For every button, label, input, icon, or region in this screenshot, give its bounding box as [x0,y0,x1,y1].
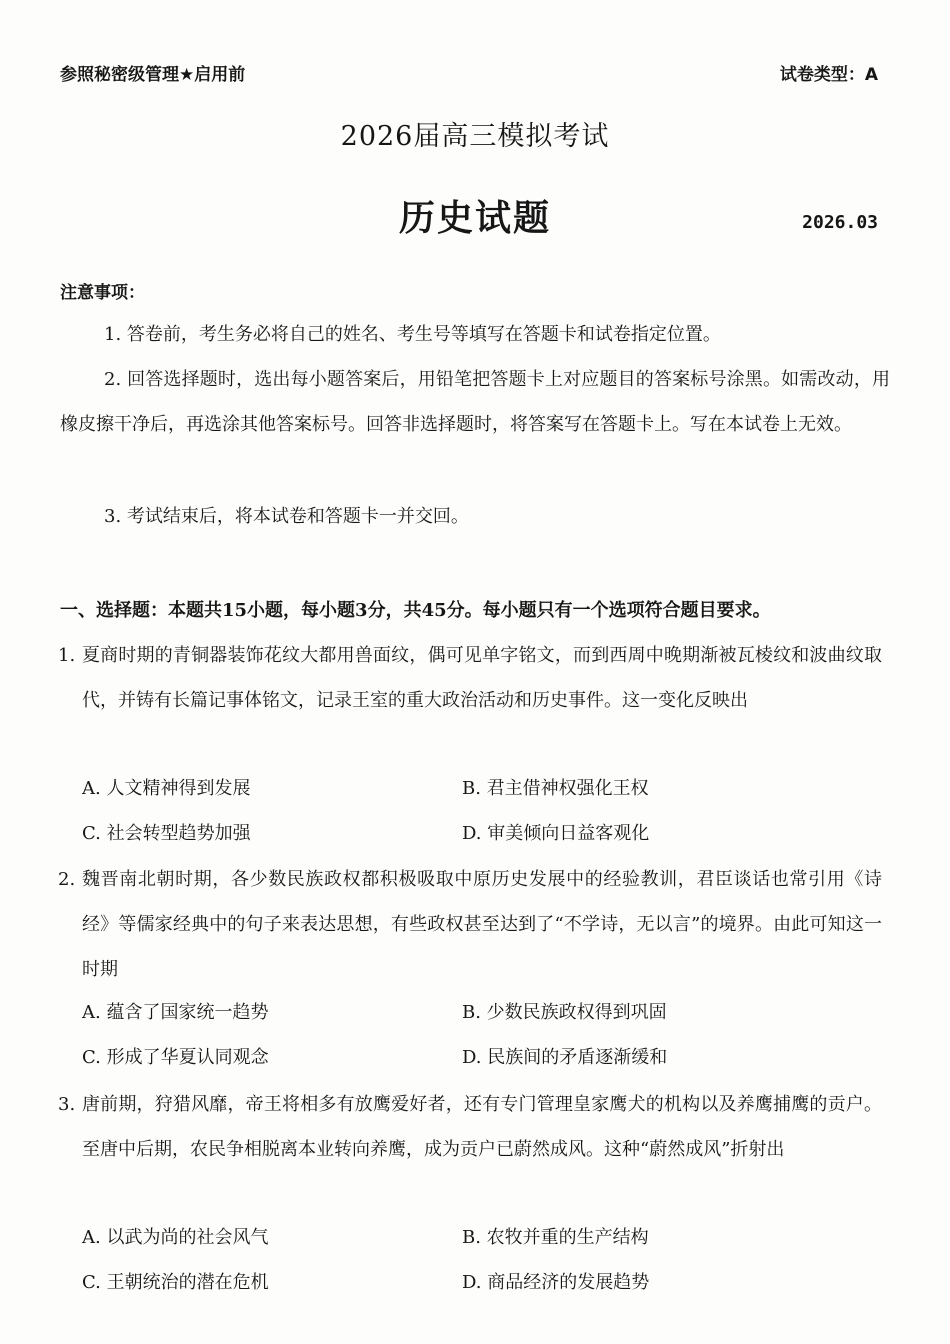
option-c[interactable]: C. 形成了华夏认同观念 [82,1047,269,1068]
secrecy-label: 参照秘密级管理★启用前 [60,65,246,85]
question-number: 3. [58,1094,76,1115]
question-2 [58,857,882,992]
section-heading: 一、选择题：本题共15小题，每小题3分，共45分。每小题只有一个选项符合题目要求。 [60,600,771,621]
notice-item: 2. 回答选择题时，选出每小题答案后，用铅笔把答题卡上对应题目的答案标号涂黑。如需改动，用橡皮擦干净后，再选涂其他答案标号。回答非选择题时，将答案写在答题卡上。写在本试卷上无效。 [60,369,890,435]
question-1 [58,633,882,723]
option-d[interactable]: D. 审美倾向日益客观化 [462,823,650,844]
exam-date: 2026.03 [802,212,878,233]
question-number: 1. [58,645,76,666]
option-d[interactable]: D. 商品经济的发展趋势 [462,1272,650,1293]
option-b[interactable]: B. 君主借神权强化王权 [462,778,649,799]
option-c[interactable]: C. 王朝统治的潜在危机 [82,1272,269,1293]
question-number: 2. [58,869,76,890]
question-text: 唐前期，狩猎风靡，帝王将相多有放鹰爱好者，还有专门管理皇家鹰犬的机构以及养鹰捕鹰的贡户。至唐中后期，农民争相脱离本业转向养鹰，成为贡户已蔚然成风。这种“蔚然成风”折射出 [82,1094,882,1160]
question-stem [58,633,882,723]
notice-heading: 注意事项： [60,283,145,303]
question-text: 夏商时期的青铜器装饰花纹大都用兽面纹，偶可见单字铭文，而到西周中晚期渐被瓦棱纹和波曲纹取代，并铸有长篇记事体铭文，记录王室的重大政治活动和历史事件。这一变化反映出 [82,645,882,711]
option-a[interactable]: A. 人文精神得到发展 [82,778,251,799]
exam-name: 2026届高三模拟考试 [340,121,610,152]
question-text: 魏晋南北朝时期，各少数民族政权都积极吸取中原历史发展中的经验教训，君臣谈话也常引用《诗经》等儒家经典中的句子来表达思想，有些政权甚至达到了“不学诗，无以言”的境界。由此可知这一时期 [82,869,882,980]
question-3 [58,1082,882,1172]
question-stem [58,1082,882,1172]
notice-item: 1. 答卷前，考生务必将自己的姓名、考生号等填写在答题卡和试卷指定位置。 [104,324,721,345]
subject-title: 历史试题 [398,198,551,239]
question-stem [58,857,882,992]
option-b[interactable]: B. 少数民族政权得到巩固 [462,1002,667,1023]
option-b[interactable]: B. 农牧并重的生产结构 [462,1227,649,1248]
option-d[interactable]: D. 民族间的矛盾逐渐缓和 [462,1047,668,1068]
option-a[interactable]: A. 蕴含了国家统一趋势 [82,1002,269,1023]
paper-type-label: 试卷类型：A [779,65,878,85]
option-c[interactable]: C. 社会转型趋势加强 [82,823,251,844]
notice-item: 3. 考试结束后，将本试卷和答题卡一并交回。 [104,506,469,527]
option-a[interactable]: A. 以武为尚的社会风气 [82,1227,269,1248]
